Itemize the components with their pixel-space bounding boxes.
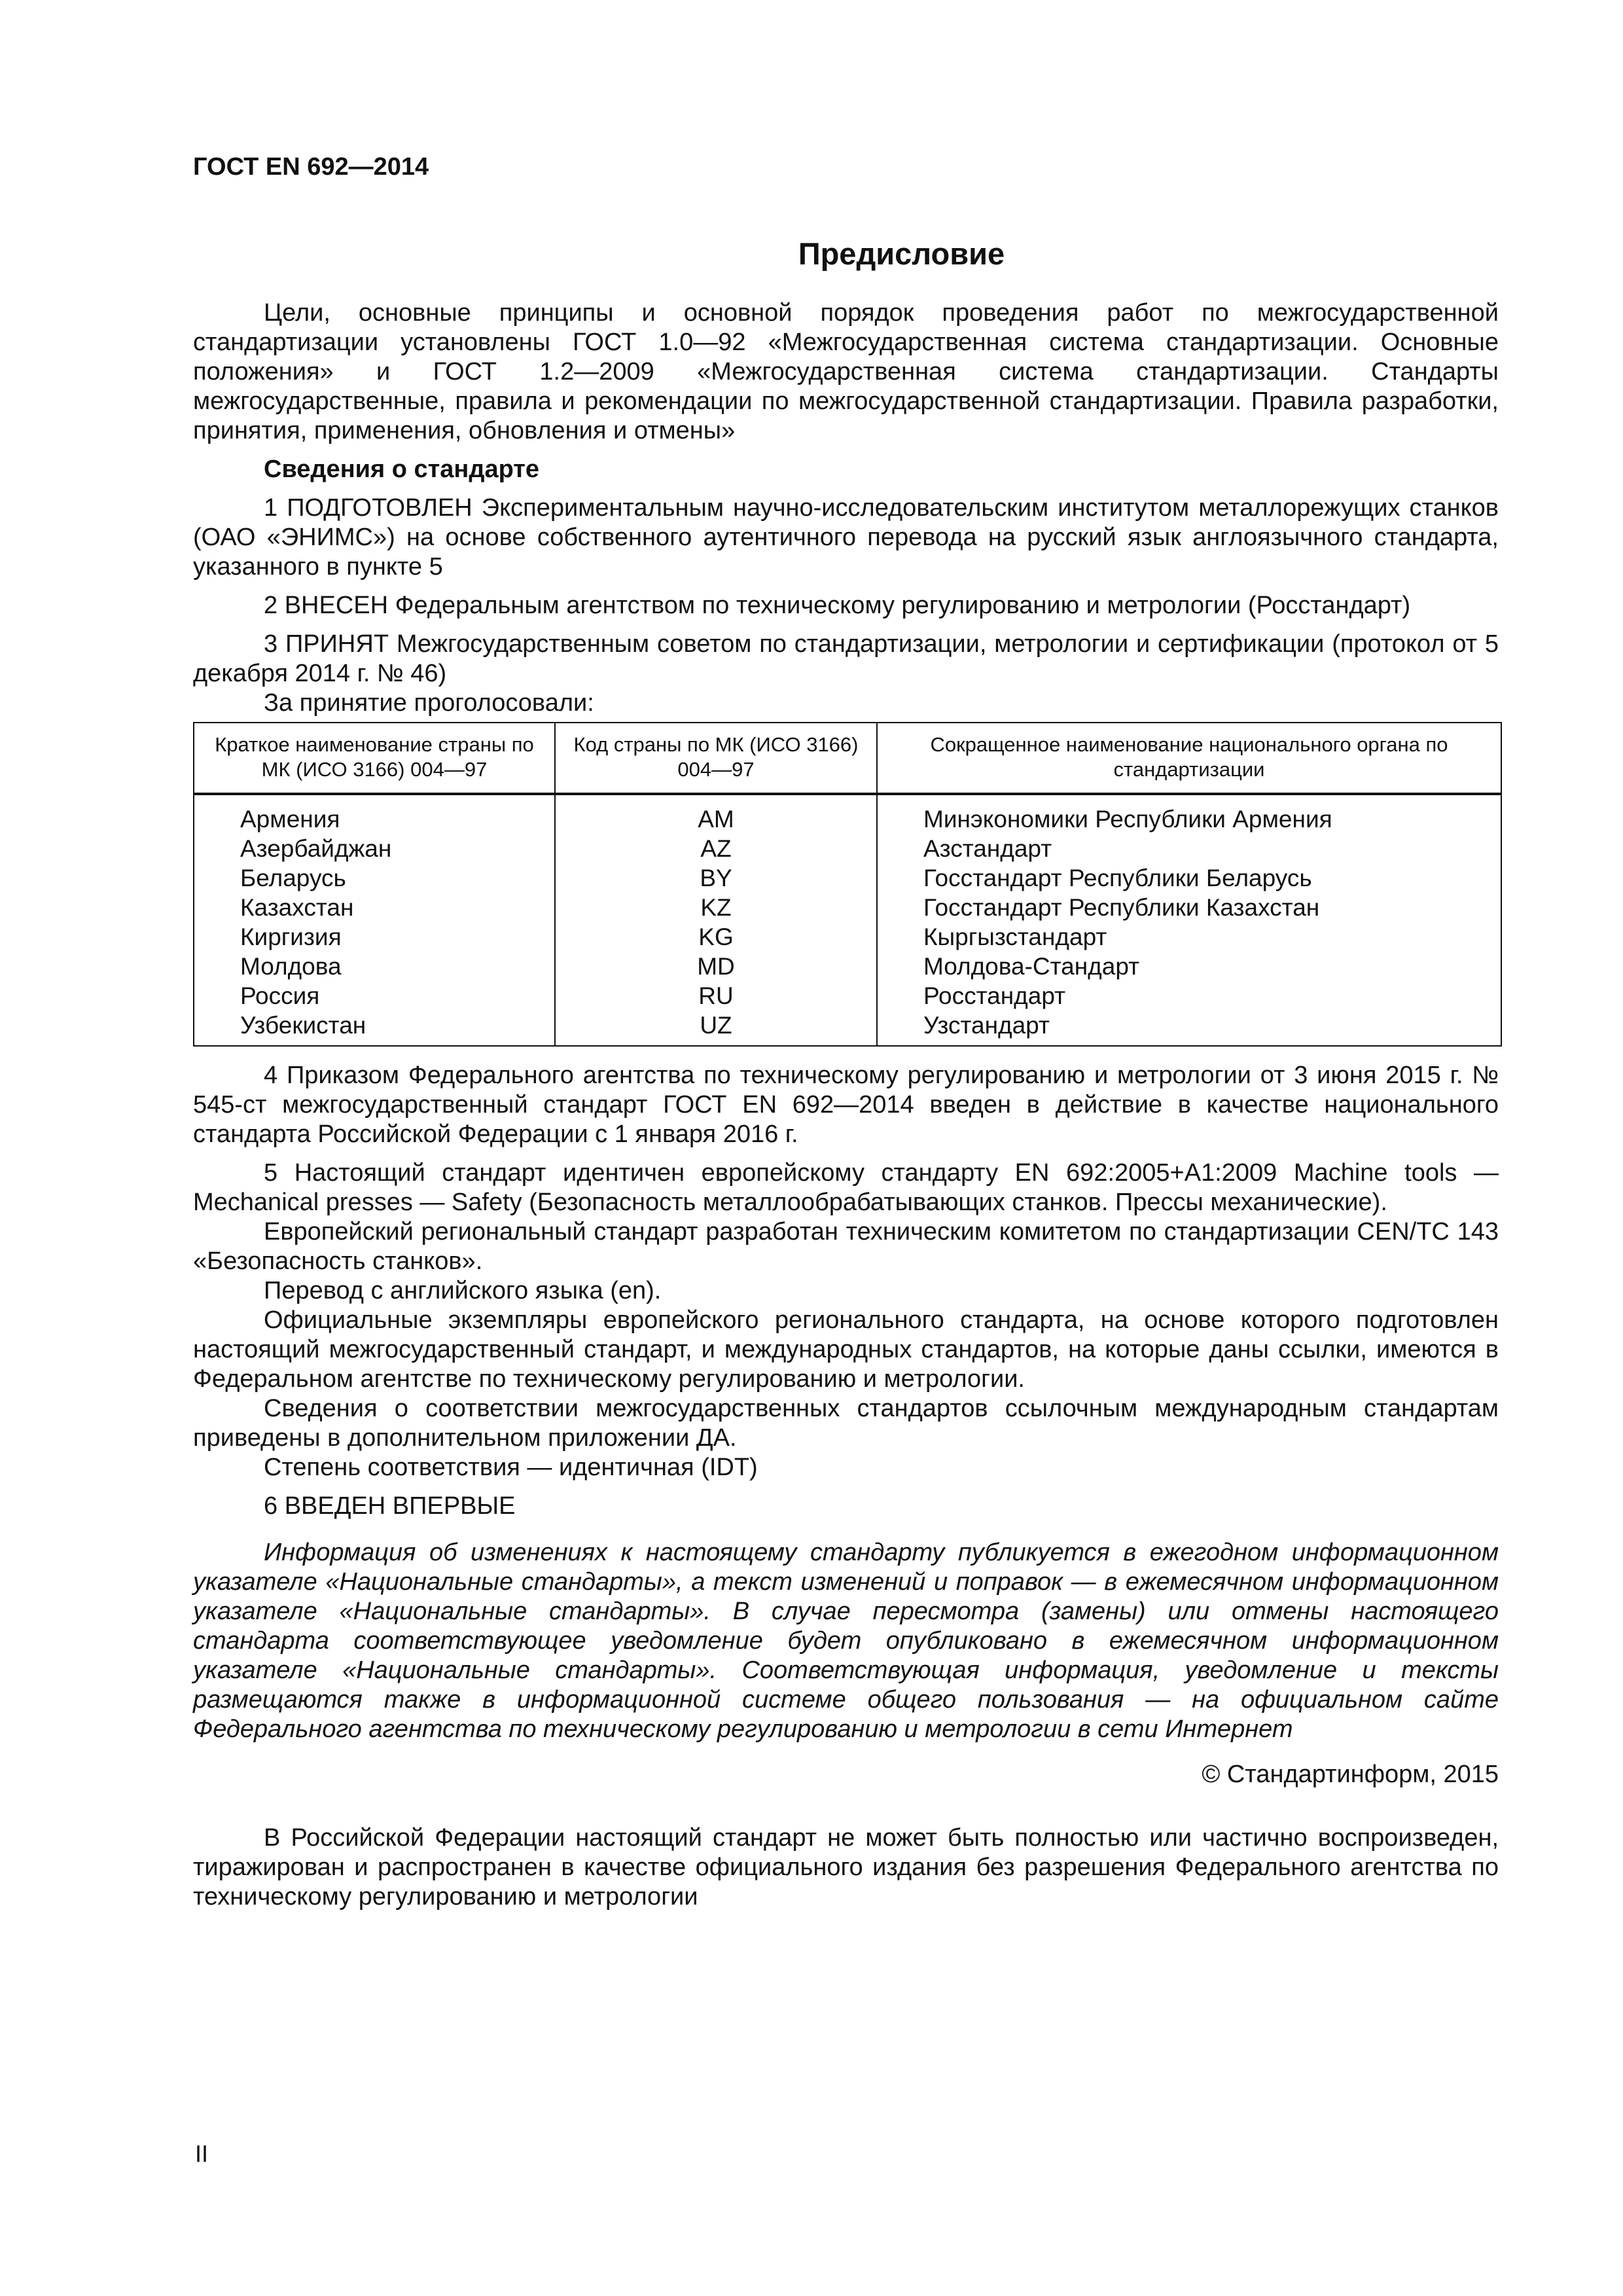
country-name: Казахстан: [194, 893, 555, 922]
country-name: Беларусь: [194, 863, 555, 893]
document-page: [193, 131, 1499, 1912]
header-national-body: Сокращенное наименование национального органа по стандартизации: [877, 723, 1501, 794]
country-name: Армения: [194, 795, 555, 834]
rights-notice: В Российской Федерации настоящий стандарт не может быть полностью или частично воспроизведен, тиражирован и распространен в качестве официального издания без разрешения Федерального агентства по техническому регулированию и метрологии: [193, 1824, 1499, 1910]
country-code: RU: [555, 981, 877, 1011]
vote-intro: За принятие проголосовали:: [264, 689, 594, 717]
item-3: 3 ПРИНЯТ Межгосударственным советом по стандартизации, метрологии и сертификации (протокол от 5 декабря 2014 г. № 46): [193, 630, 1499, 687]
table-row: [194, 922, 1501, 952]
item-5-official-copies: Официальные экземпляры европейского регионального стандарта, на основе которого подготовлен настоящий межгосударственный стандарт, и международных стандартов, на которые даны ссылки, имеются в Федеральном агентстве по техническому регулированию и метрологии.: [193, 1306, 1499, 1393]
country-code: AM: [555, 795, 877, 834]
item-2: 2 ВНЕСЕН Федеральным агентством по техническому регулированию и метрологии (Росстандарт): [264, 592, 1411, 619]
document-code: ГОСТ EN 692—2014: [193, 153, 429, 181]
national-body: Кыргызстандарт: [877, 922, 1501, 952]
country-code: KG: [555, 922, 877, 952]
national-body: Азстандарт: [877, 834, 1501, 863]
table-header-row: [194, 723, 1501, 794]
table-row: [194, 981, 1501, 1011]
national-body: Госстандарт Республики Казахстан: [877, 893, 1501, 922]
info-heading: Сведения о стандарте: [264, 456, 540, 483]
page-number: II: [195, 2140, 209, 2167]
country-name: Россия: [194, 981, 555, 1011]
national-body: Госстандарт Республики Беларусь: [877, 863, 1501, 893]
country-name: Молдова: [194, 952, 555, 981]
table-row: [194, 1011, 1501, 1046]
copyright: © Стандартинформ, 2015: [1202, 1761, 1499, 1788]
item-5-references: Сведения о соответствии межгосударственных стандартов ссылочным международным стандартам приведены в дополнительном приложении ДА.: [193, 1395, 1499, 1452]
item-5-degree: Степень соответствия — идентичная (IDT): [264, 1454, 758, 1481]
item-5-committee: Европейский региональный стандарт разработан техническим комитетом по стандартизации CEN/TC 143 «Безопасность станков».: [193, 1218, 1499, 1275]
changes-notice: Информация об изменениях к настоящему стандарту публикуется в ежегодном информационном указателе «Национальные стандарты», а текст изменений и поправок — в ежемесячном информационном указателе «Национальные стандарты». В случае пересмотра (замены) или отмены настоящего стандарта соответствующее уведомление будет опубликовано в ежемесячном информационном указателе «Национальные стандарты». Соответствующая информация, уведомление и тексты размещаются также в информационной системе общего пользования — на официальном сайте Федерального агентства по техническому регулированию и метрологии в сети Интернет: [193, 1539, 1499, 1743]
country-code: BY: [555, 863, 877, 893]
table-row: [194, 893, 1501, 922]
intro-paragraph: Цели, основные принципы и основной порядок проведения работ по межгосударственной стандартизации установлены ГОСТ 1.0—92 «Межгосударственная система стандартизации. Основные положения» и ГОСТ 1.2—2009 «Межгосударственная система стандартизации. Стандарты межгосударственные, правила и рекомендации по межгосударственной стандартизации. Правила разработки, принятия, применения, обновления и отмены»: [193, 299, 1499, 444]
item-4: 4 Приказом Федерального агентства по техническому регулированию и метрологии от 3 июня 2015 г. № 545-ст межгосударственный стандарт ГОСТ EN 692—2014 введен в действие в качестве национального стандарта Российской Федерации с 1 января 2016 г.: [193, 1062, 1499, 1148]
page-title: Предисловие: [798, 236, 1005, 271]
table-row: [194, 952, 1501, 981]
item-5: 5 Настоящий стандарт идентичен европейскому стандарту EN 692:2005+A1:2009 Machine tools — Mechanical presses — Safety (Безопасность металлообрабатывающих станков. Прессы механические).: [193, 1159, 1499, 1216]
item-5-translation: Перевод с английского языка (en).: [264, 1277, 662, 1304]
country-code: UZ: [555, 1011, 877, 1046]
item-1: 1 ПОДГОТОВЛЕН Экспериментальным научно-исследовательским институтом металлорежущих станков (ОАО «ЭНИМС») на основе собственного аутентичного перевода на русский язык англоязычного стандарта, указанного в пункте 5: [193, 494, 1499, 581]
country-name: Узбекистан: [194, 1011, 555, 1046]
table-row: [194, 834, 1501, 863]
item-6: 6 ВВЕДЕН ВПЕРВЫЕ: [264, 1492, 516, 1520]
header-country-name: Краткое наименование страны по МК (ИСО 3166) 004—97: [194, 723, 555, 794]
country-code: AZ: [555, 834, 877, 863]
national-body: Минэкономики Республики Армения: [877, 795, 1501, 834]
table-row: [194, 863, 1501, 893]
national-body: Молдова-Стандарт: [877, 952, 1501, 981]
voting-table: [193, 722, 1502, 1047]
header-country-code: Код страны по МК (ИСО 3166) 004—97: [555, 723, 877, 794]
country-name: Киргизия: [194, 922, 555, 952]
national-body: Росстандарт: [877, 981, 1501, 1011]
national-body: Узстандарт: [877, 1011, 1501, 1046]
country-code: KZ: [555, 893, 877, 922]
country-code: MD: [555, 952, 877, 981]
table-row: [194, 795, 1501, 834]
country-name: Азербайджан: [194, 834, 555, 863]
